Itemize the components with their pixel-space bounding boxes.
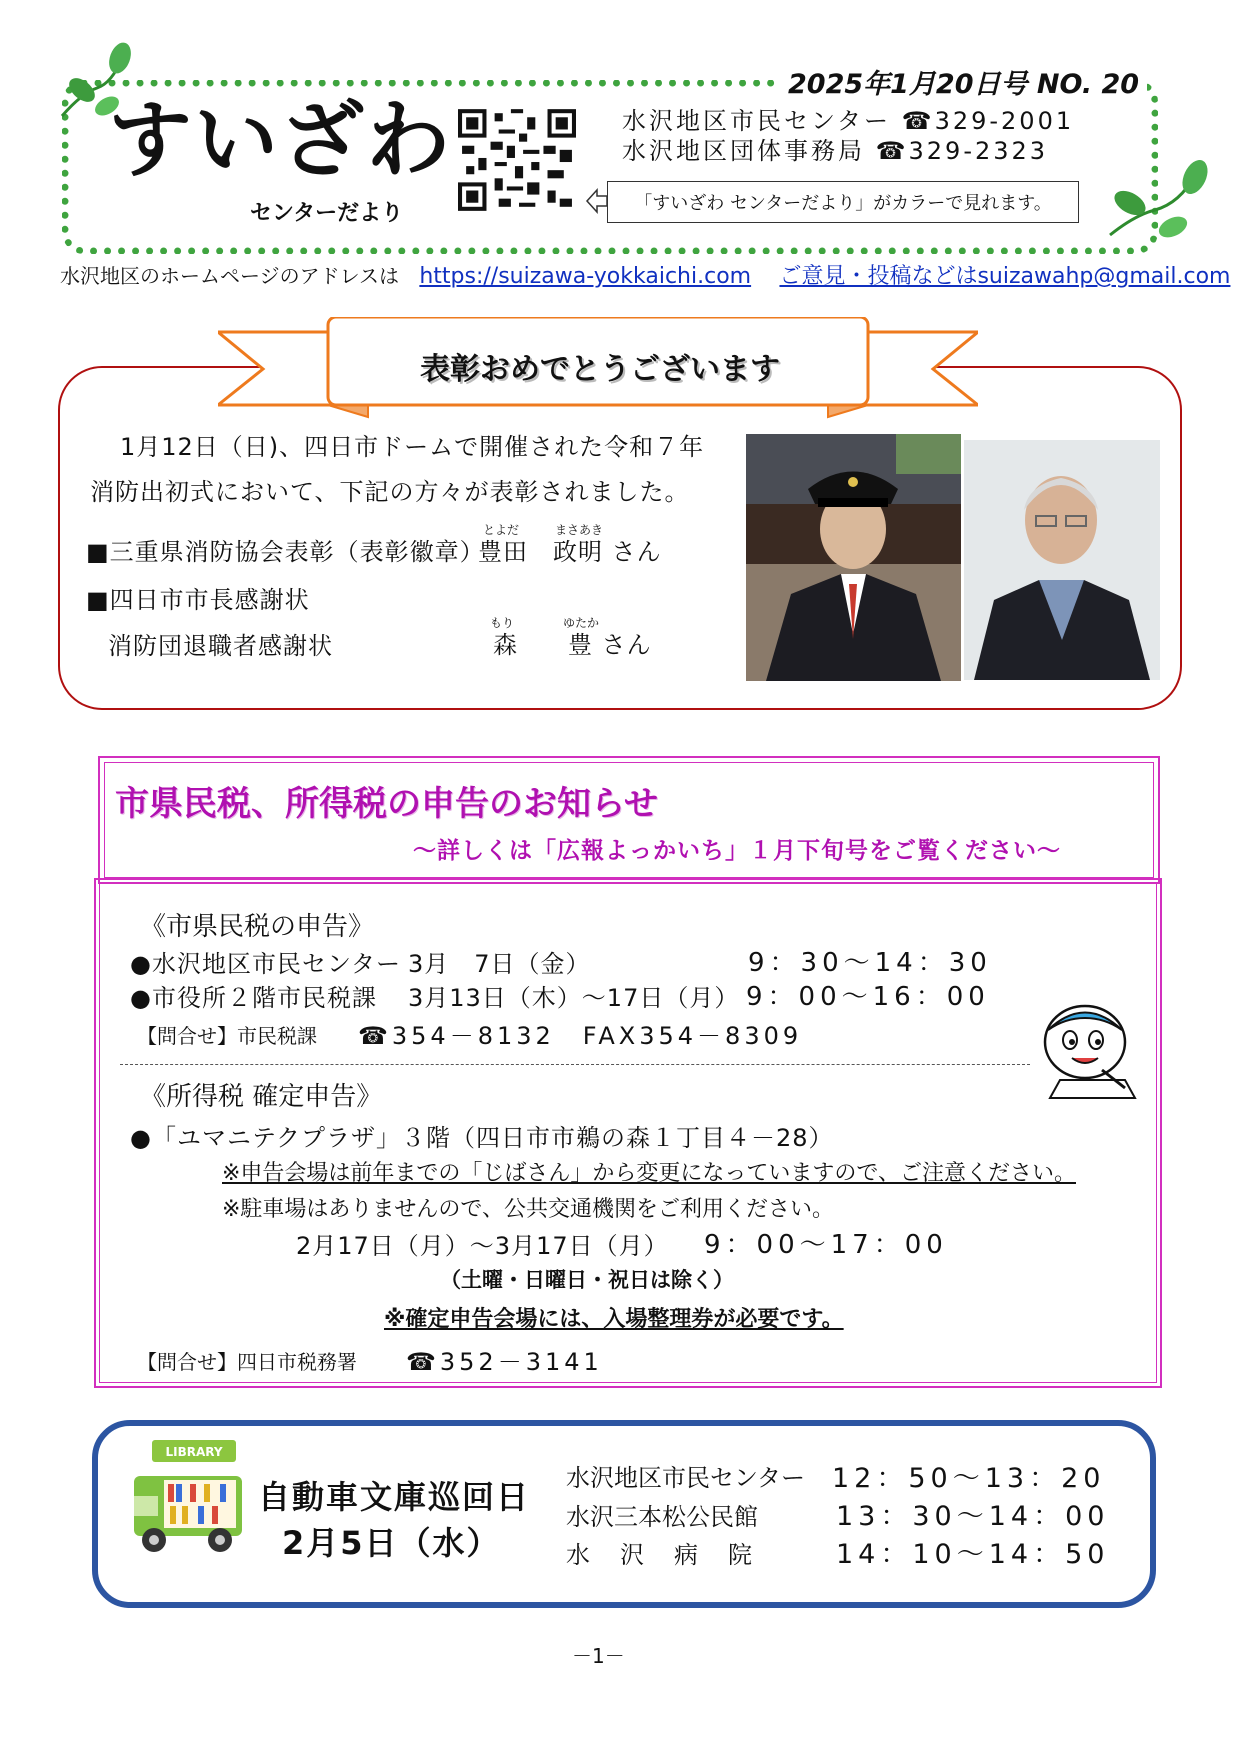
library-stop-place: 水沢病院 [566,1541,782,1569]
tax-subsection-heading: 《市県民税の申告》 [140,912,375,942]
inquiry-label: 【問合せ】市民税課 [137,1024,317,1048]
library-date: 2月5日（水） [282,1524,501,1562]
tax-notice: ※申告会場は前年までの「じばさん」から変更になっていますので、ご注意ください。 [222,1161,1076,1186]
mascot-character-icon [1030,1000,1148,1104]
tax-schedule-time: 9：00～17：00 [704,1230,948,1260]
page-number: －1－ [572,1644,625,1668]
awardee-name: 森 豊 さん [493,631,652,659]
library-stop-time: 13：30～14：00 [836,1501,1110,1532]
newsletter-title: すいざわ [108,91,453,189]
tax-schedule-place: ●市役所２階市民税課 [130,984,377,1012]
furigana: とよだ [483,523,520,537]
tax-schedule-date: 2月17日（月）～3月17日（月） [296,1232,669,1260]
homepage-link[interactable]: https://suizawa-yokkaichi.com [419,264,752,289]
award-item: ■三重県消防協会表彰（表彰徽章） [86,538,485,566]
award-paragraph: 1月12日（日)、四日市ドームで開催された令和７年 [120,433,705,461]
award-item: ■四日市市長感謝状 [86,586,310,614]
homepage-label: 水沢地区のホームページのアドレスは [60,264,399,288]
furigana: まさあき [555,523,604,537]
library-truck-icon [132,1440,244,1560]
furigana: ゆたか [563,616,600,630]
library-sign-text: LIBRARY [165,1445,223,1459]
library-stop-place: 水沢三本松公民館 [566,1503,758,1531]
tax-notice: ※駐車場はありませんので、公共交通機関をご利用ください。 [222,1197,834,1222]
color-version-note: 「すいざわ センターだより」がカラーで見れます。 [607,181,1079,223]
awardee-photo [964,440,1160,680]
contact-email-link[interactable]: ご意見・投稿などはsuizawahp@gmail.com [779,264,1231,289]
award-item: 消防団退職者感謝状 [108,632,333,660]
tax-subsection-heading: 《所得税 確定申告》 [140,1082,383,1112]
tax-schedule-time: 9：30～14：30 [748,948,992,978]
library-stop-time: 14：10～14：50 [836,1539,1110,1570]
award-banner-title: 表彰おめでとうございます [420,352,780,387]
contact-center-phone: 水沢地区市民センター ☎329-2001 [622,107,1075,135]
tax-section-subtitle: ～詳しくは「広報よっかいち」１月下旬号をご覧ください～ [413,838,1061,864]
issue-number: 2025年1月20日号 NO. 20 [780,62,1147,101]
tax-schedule-place: ●水沢地区市民センター [130,950,401,978]
tax-schedule-time: 9：00～16：00 [746,982,990,1012]
homepage-address-line [60,259,1230,290]
tax-section-title: 市県民税、所得税の申告のお知らせ [115,784,658,824]
contact-office-phone: 水沢地区団体事務局 ☎329-2323 [622,137,1049,165]
tax-venue: ●「ユマニテクプラザ」３階（四日市市鵜の森１丁目４－28） [130,1124,834,1152]
inquiry-label: 【問合せ】四日市税務署 [137,1350,357,1374]
furigana: もり [490,616,515,630]
leaf-decoration-icon [1095,155,1215,250]
section-divider [120,1064,1030,1065]
tax-schedule-date: 3月 7日（金） [408,950,591,978]
awardee-name: 豊田 政明 さん [478,538,662,566]
library-stop-place: 水沢地区市民センター [566,1464,806,1492]
tax-notice: ※確定申告会場には、入場整理券が必要です。 [384,1307,844,1332]
arrow-left-icon [585,188,609,214]
qr-code-icon[interactable] [458,108,576,212]
tax-schedule-date: 3月13日（木）～17日（月） [408,984,740,1012]
newsletter-subtitle: センターだより [250,201,404,226]
library-stop-time: 12：50～13：20 [832,1463,1106,1494]
library-title: 自動車文庫巡回日 [258,1478,531,1516]
award-paragraph: 消防出初式において、下記の方々が表彰されました。 [90,478,690,506]
inquiry-phone: ☎354－8132 FAX354－8309 [358,1022,803,1050]
tax-notice: （土曜・日曜日・祝日は除く） [440,1268,734,1292]
inquiry-phone: ☎352－3141 [406,1348,603,1376]
awardee-photo [746,434,961,681]
